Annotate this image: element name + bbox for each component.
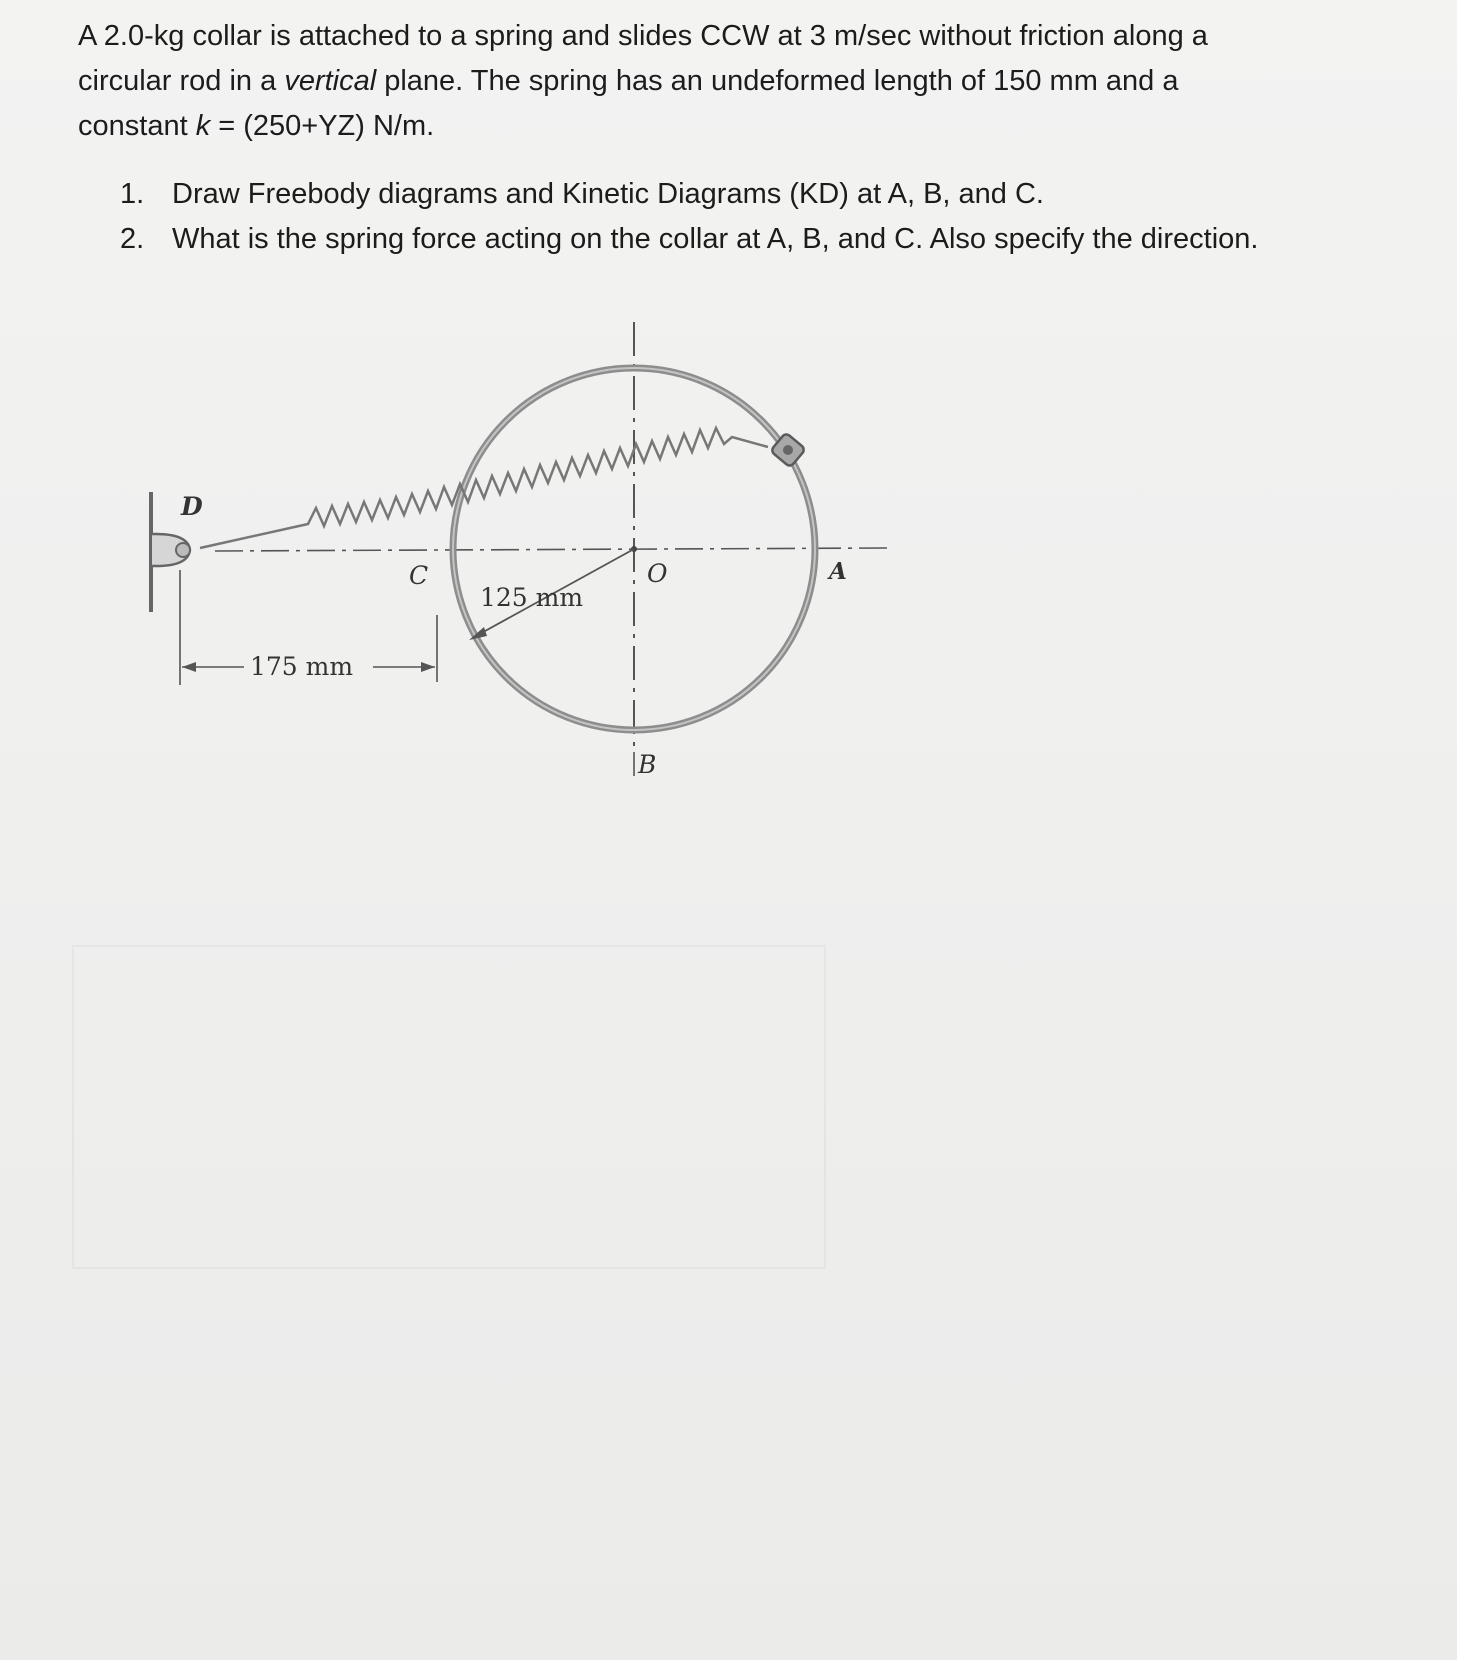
label-o: O [647, 559, 668, 588]
collar-pin [783, 445, 793, 455]
problem-line-1: A 2.0-kg collar is attached to a spring and slides CCW at 3 m/sec without friction along a [78, 20, 1208, 52]
offset-arrowhead-left [182, 662, 196, 672]
problem-line-3: constant k = (250+YZ) N/m. [78, 110, 435, 142]
task-text: Draw Freebody diagrams and Kinetic Diagrams (KD) at A, B, and C. [172, 178, 1044, 210]
offset-dimension-label: 175 mm [250, 652, 354, 681]
label-c: C [409, 561, 429, 590]
pin-d [176, 543, 190, 557]
problem-line-2: circular rod in a vertical plane. The spring has an undeformed length of 150 mm and a [78, 65, 1179, 97]
task-number: 2. [120, 223, 145, 255]
horizontal-centerline [215, 548, 888, 551]
task-number: 1. [120, 178, 145, 210]
label-d: D [181, 492, 203, 521]
label-a: A [829, 558, 847, 585]
radius-dimension-label: 125 mm [480, 583, 584, 612]
label-b: B [638, 750, 657, 779]
task-text: What is the spring force acting on the collar at A, B, and C. Also specify the direction. [172, 223, 1259, 255]
offset-arrowhead-right [421, 662, 435, 672]
